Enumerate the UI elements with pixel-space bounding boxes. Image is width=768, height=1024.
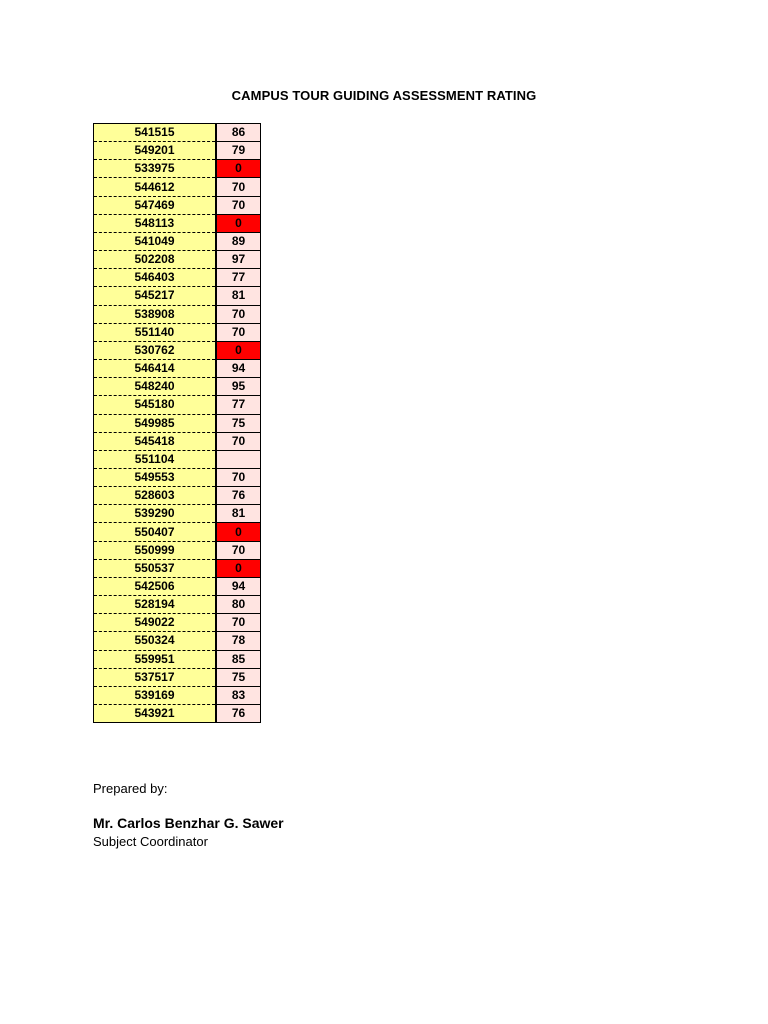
- score-cell: 0: [217, 559, 261, 577]
- student-id-cell: 538908: [94, 305, 216, 323]
- student-id-cell: 546403: [94, 269, 216, 287]
- score-cell: 94: [217, 577, 261, 595]
- table-row: [94, 178, 261, 196]
- rating-table-body: [94, 124, 261, 723]
- student-id-cell: 548113: [94, 214, 216, 232]
- student-id-cell: 550324: [94, 632, 216, 650]
- table-row: [94, 160, 261, 178]
- student-id-cell: 542506: [94, 577, 216, 595]
- score-cell: 0: [217, 160, 261, 178]
- student-id-cell: 533975: [94, 160, 216, 178]
- student-id-cell: 544612: [94, 178, 216, 196]
- score-cell: [217, 450, 261, 468]
- table-row: [94, 468, 261, 486]
- table-row: [94, 523, 261, 541]
- student-id-cell: 549201: [94, 142, 216, 160]
- table-row: [94, 559, 261, 577]
- student-id-cell: 549985: [94, 414, 216, 432]
- student-id-cell: 550999: [94, 541, 216, 559]
- score-cell: 77: [217, 396, 261, 414]
- score-cell: 78: [217, 632, 261, 650]
- student-id-cell: 551104: [94, 450, 216, 468]
- table-row: [94, 396, 261, 414]
- table-row: [94, 632, 261, 650]
- table-row: [94, 596, 261, 614]
- student-id-cell: 551140: [94, 323, 216, 341]
- table-row: [94, 232, 261, 250]
- score-cell: 95: [217, 378, 261, 396]
- table-row: [94, 142, 261, 160]
- score-cell: 0: [217, 341, 261, 359]
- student-id-cell: 546414: [94, 360, 216, 378]
- student-id-cell: 547469: [94, 196, 216, 214]
- score-cell: 81: [217, 287, 261, 305]
- score-cell: 70: [217, 614, 261, 632]
- score-cell: 89: [217, 232, 261, 250]
- table-row: [94, 432, 261, 450]
- table-row: [94, 323, 261, 341]
- table-row: [94, 487, 261, 505]
- table-row: [94, 287, 261, 305]
- table-row: [94, 305, 261, 323]
- page-title: CAMPUS TOUR GUIDING ASSESSMENT RATING: [231, 88, 537, 103]
- table-row: [94, 251, 261, 269]
- student-id-cell: 559951: [94, 650, 216, 668]
- score-cell: 70: [217, 196, 261, 214]
- score-cell: 80: [217, 596, 261, 614]
- score-cell: 70: [217, 541, 261, 559]
- table-row: [94, 414, 261, 432]
- table-row: [94, 614, 261, 632]
- score-cell: 76: [217, 487, 261, 505]
- student-id-cell: 541049: [94, 232, 216, 250]
- student-id-cell: 530762: [94, 341, 216, 359]
- student-id-cell: 543921: [94, 705, 216, 723]
- score-cell: 0: [217, 523, 261, 541]
- score-cell: 70: [217, 323, 261, 341]
- table-row: [94, 505, 261, 523]
- score-cell: 79: [217, 142, 261, 160]
- coordinator-name: Mr. Carlos Benzhar G. Sawer: [93, 815, 284, 831]
- table-row: [94, 650, 261, 668]
- student-id-cell: 541515: [94, 124, 216, 142]
- table-row: [94, 668, 261, 686]
- prepared-by-label: Prepared by:: [93, 781, 168, 796]
- table-row: [94, 269, 261, 287]
- table-row: [94, 541, 261, 559]
- table-row: [94, 705, 261, 723]
- table-row: [94, 124, 261, 142]
- table-row: [94, 360, 261, 378]
- score-cell: 75: [217, 668, 261, 686]
- table-row: [94, 378, 261, 396]
- student-id-cell: 502208: [94, 251, 216, 269]
- student-id-cell: 537517: [94, 668, 216, 686]
- student-id-cell: 550407: [94, 523, 216, 541]
- student-id-cell: 545418: [94, 432, 216, 450]
- table-row: [94, 686, 261, 704]
- table-row: [94, 450, 261, 468]
- score-cell: 70: [217, 432, 261, 450]
- score-cell: 70: [217, 305, 261, 323]
- score-cell: 86: [217, 124, 261, 142]
- table-row: [94, 196, 261, 214]
- score-cell: 76: [217, 705, 261, 723]
- score-cell: 75: [217, 414, 261, 432]
- student-id-cell: 549553: [94, 468, 216, 486]
- score-cell: 77: [217, 269, 261, 287]
- score-cell: 70: [217, 468, 261, 486]
- student-id-cell: 528603: [94, 487, 216, 505]
- table-row: [94, 577, 261, 595]
- score-cell: 97: [217, 251, 261, 269]
- student-id-cell: 548240: [94, 378, 216, 396]
- table-row: [94, 341, 261, 359]
- student-id-cell: 539169: [94, 686, 216, 704]
- score-cell: 0: [217, 214, 261, 232]
- score-cell: 81: [217, 505, 261, 523]
- student-id-cell: 528194: [94, 596, 216, 614]
- rating-table: [93, 123, 261, 723]
- score-cell: 83: [217, 686, 261, 704]
- student-id-cell: 545180: [94, 396, 216, 414]
- student-id-cell: 539290: [94, 505, 216, 523]
- score-cell: 85: [217, 650, 261, 668]
- table-row: [94, 214, 261, 232]
- student-id-cell: 550537: [94, 559, 216, 577]
- coordinator-role: Subject Coordinator: [93, 834, 208, 849]
- student-id-cell: 549022: [94, 614, 216, 632]
- score-cell: 70: [217, 178, 261, 196]
- score-cell: 94: [217, 360, 261, 378]
- student-id-cell: 545217: [94, 287, 216, 305]
